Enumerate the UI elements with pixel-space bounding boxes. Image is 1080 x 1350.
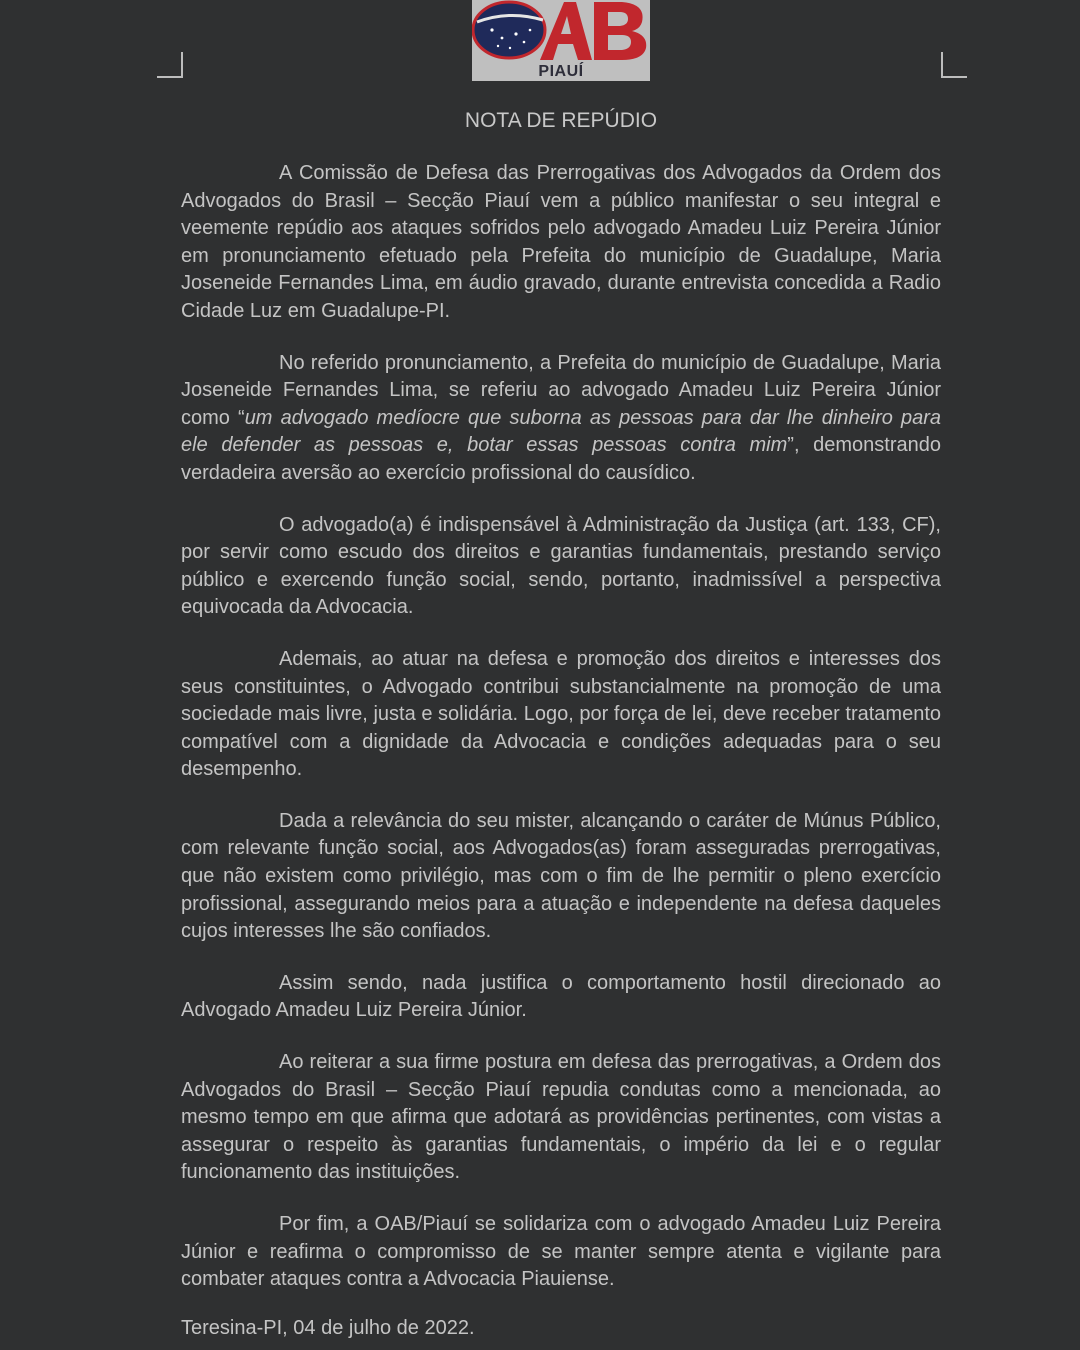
- paragraph-7: Ao reiterar a sua firme postura em defesa das prerrogativas, a Ordem dos Advogados do Brasil – Secção Piauí repudia condutas como a mencionada, ao mesmo tempo em que afirma que adotará as providências pertinentes, com vistas a assegurar o respeito às garantias fundamentais, o império da lei e o regular funcionamento das instituições.: [181, 1051, 941, 1184]
- quoted-statement: um advogado medíocre que suborna as pessoas para dar lhe dinheiro para ele defender as pessoas e, botar essas pessoas contra mim: [181, 406, 942, 457]
- document-body: [181, 160, 941, 1318]
- paragraph-3: O advogado(a) é indispensável à Administração da Justiça (art. 133, CF), por servir como escudo dos direitos e garantias fundamentais, prestando serviço público e exercendo função social, sendo, portanto, inadmissível a perspectiva equivocada da Advocacia.: [181, 513, 941, 619]
- document-title: NOTA DE REPÚDIO: [464, 109, 658, 132]
- paragraph-6: Assim sendo, nada justifica o comportamento hostil direcionado ao Advogado Amadeu Luiz Pereira Júnior.: [181, 971, 941, 1022]
- crop-mark-right: [941, 52, 967, 78]
- quote-follow-up: ”, demonstrando verdadeira aversão ao exercício profissional do causídico.: [181, 434, 942, 484]
- logo-caption: PIAUÍ: [538, 63, 584, 80]
- paragraph-4: Ademais, ao atuar na defesa e promoção dos direitos e interesses dos seus constituintes, o Advogado contribui substancialmente na promoção de uma sociedade mais livre, justa e solidária. Logo, por força de lei, deve receber tratamento compatível com a dignidade da Advocacia e condições adequadas para o seu desempenho.: [181, 647, 941, 781]
- paragraph-1: A Comissão de Defesa das Prerrogativas dos Advogados da Ordem dos Advogados do Brasil – Secção Piauí vem a público manifestar o seu integral e veemente repúdio aos ataques sofridos pelo advogado Amadeu Luiz Pereira Júnior em pronunciamento efetuado pela Prefeita do município de Guadalupe, Maria Joseneide Fernandes Lima, em áudio gravado, durante entrevista concedida a Radio Cidade Luz em Guadalupe-PI.: [181, 162, 941, 322]
- paragraph-quote: [181, 350, 941, 488]
- paragraph-8: Por fim, a OAB/Piauí se solidariza com o advogado Amadeu Luiz Pereira Júnior e reafirma o compromisso de se manter sempre atenta e vigilante para combater ataques contra a Advocacia Piauiense.: [181, 1213, 941, 1291]
- crop-mark-left: [157, 52, 183, 78]
- oab-logo: [472, 0, 650, 81]
- quote-lead-in: No referido pronunciamento, a Prefeita do município de Guadalupe, Maria Joseneide Fernandes Lima, se referiu ao advogado Amadeu Luiz Pereira Júnior como “: [181, 351, 941, 429]
- place-and-date: Teresina-PI, 04 de julho de 2022.: [181, 1317, 475, 1339]
- paragraph-5: Dada a relevância do seu mister, alcançando o caráter de Múnus Público, com relevante função social, aos Advogados(as) foram asseguradas prerrogativas, que não existem como privilégio, mas com o fim de lhe permitir o pleno exercício profissional, assegurando meios para a atuação e independente na defesa daqueles cujos interesses lhe são confiados.: [181, 809, 941, 943]
